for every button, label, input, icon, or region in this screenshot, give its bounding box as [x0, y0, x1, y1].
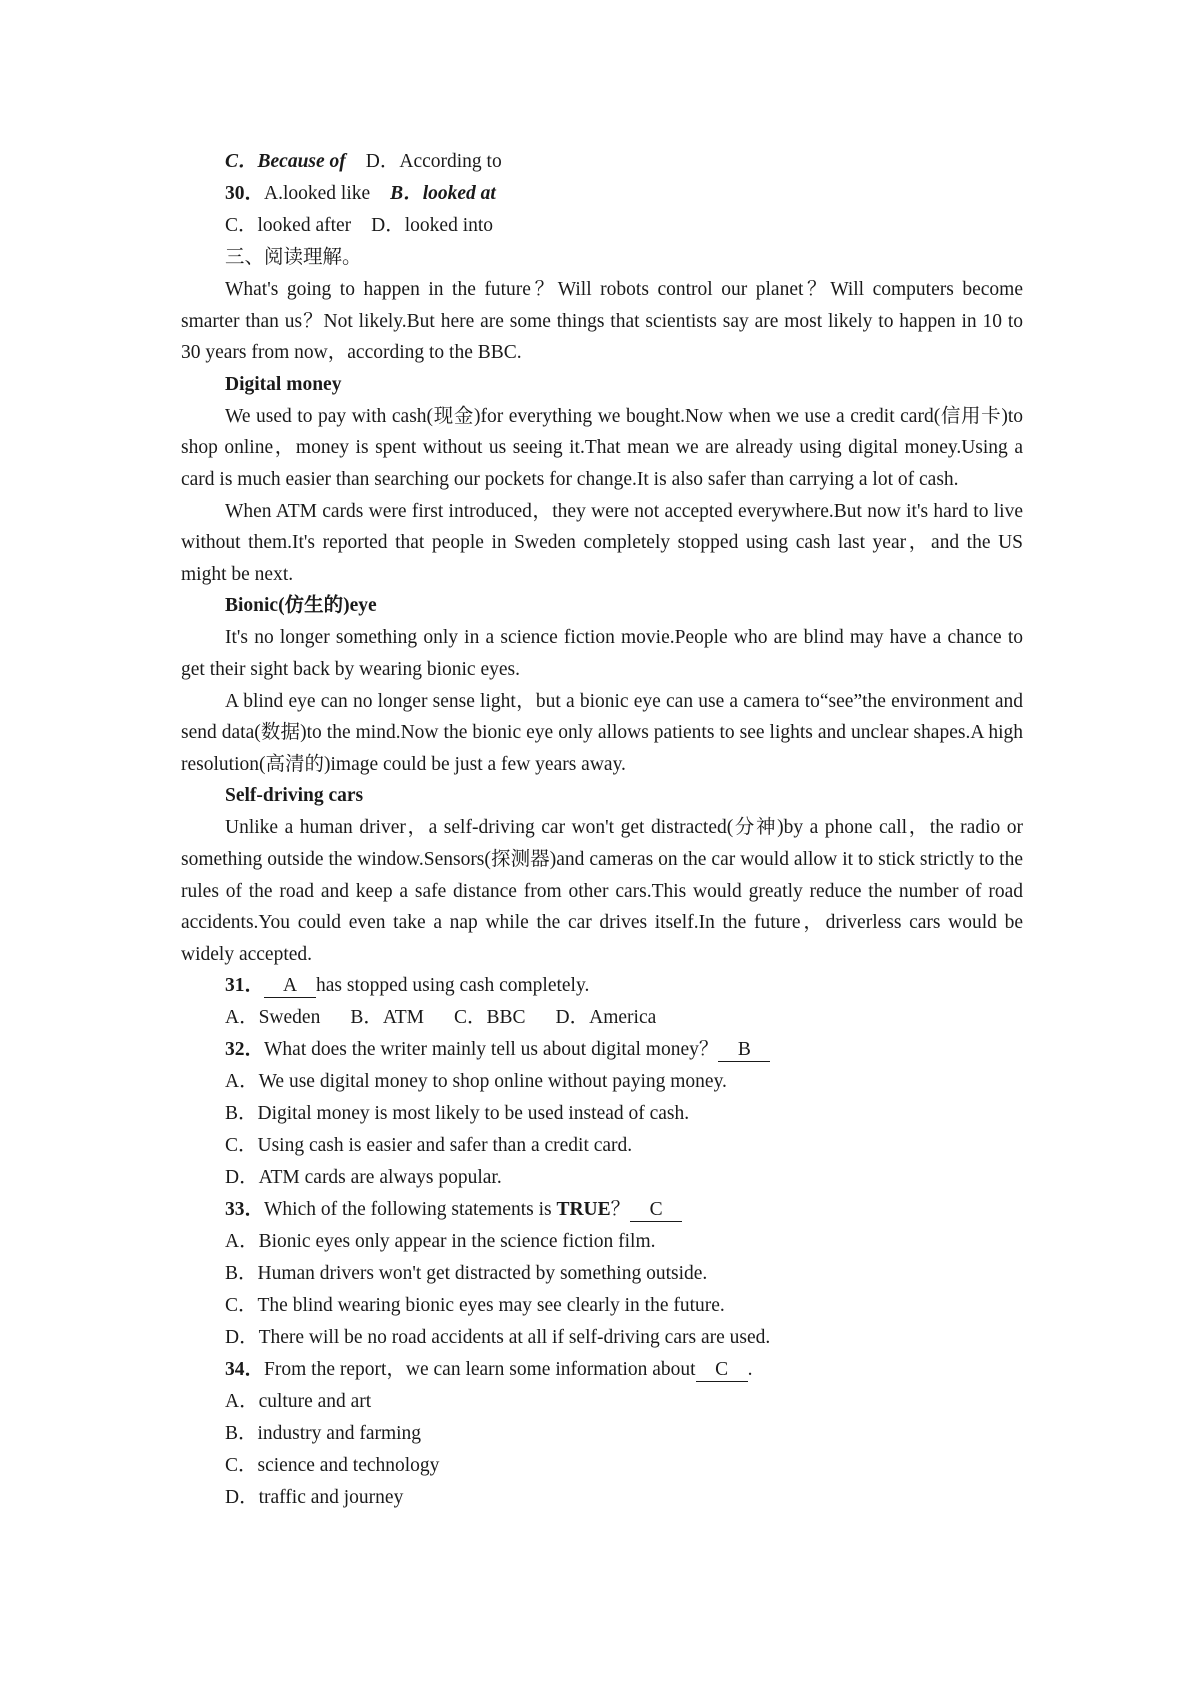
- q32-number: 32．: [225, 1039, 265, 1061]
- bionic-eye-paragraph-2: A blind eye can no longer sense light，but a bionic eye can use a camera to“see”the environment and send data(数据)to the mind.Now the bionic eye only allows patients to see lights and unclear shapes.A high resolution(高清的)image could be just a few years away.: [181, 690, 1023, 775]
- q30-options-cd: [181, 210, 1023, 242]
- q30-option-c: C．looked after: [225, 215, 352, 236]
- question-32: [181, 1034, 1023, 1066]
- section-title: 三、阅读理解。: [225, 247, 362, 268]
- q30-number: 30．: [225, 183, 265, 204]
- q31-option-d: D．America: [555, 1007, 657, 1029]
- q34-option-c: C．science and technology: [225, 1455, 440, 1477]
- q31-answer-blank: A: [264, 975, 316, 998]
- digital-money-paragraph-2: When ATM cards were first introduced，they were not accepted everywhere.But now it's hard to live without them.It's reported that people in Sweden completely stopped using cash last year，and the US might be next.: [181, 500, 1023, 585]
- q34-number: 34．: [225, 1359, 265, 1381]
- q29-option-d: D．According to: [365, 151, 502, 172]
- q33-stem-end: ？: [610, 1199, 631, 1221]
- q29-option-c-text: Because of: [257, 151, 346, 172]
- q33-option-b: B．Human drivers won't get distracted by something outside.: [225, 1263, 708, 1285]
- bionic-eye-paragraph-1: It's no longer something only in a science fiction movie.People who are blind may have a chance to get their sight back by wearing bionic eyes.: [181, 627, 1023, 680]
- q32-stem: What does the writer mainly tell us about digital money？: [264, 1039, 719, 1061]
- q34-option-b: B．industry and farming: [225, 1423, 422, 1445]
- heading-digital-money: Digital money: [225, 373, 342, 395]
- q33-number: 33．: [225, 1199, 265, 1221]
- q31-option-c: C．BBC: [454, 1007, 526, 1029]
- q32-option-c: C．Using cash is easier and safer than a credit card.: [225, 1135, 633, 1157]
- digital-money-paragraph-1: We used to pay with cash(现金)for everything we bought.Now when we use a credit card(信用卡)to shop online，money is spent without us seeing it.That mean we are already using digital money.Using a card is much easier than searching our pockets for change.It is also safer than carrying a lot of cash.: [181, 405, 1023, 490]
- q33-option-a: A．Bionic eyes only appear in the science fiction film.: [225, 1231, 656, 1253]
- q30-option-b-letter: B．: [390, 183, 423, 204]
- q30-option-a: A.looked like: [264, 183, 371, 204]
- q31-options: [181, 1002, 1023, 1034]
- q29-options-cd: [181, 146, 1023, 178]
- q32-answer-blank: B: [718, 1039, 770, 1062]
- q33-option-c: C．The blind wearing bionic eyes may see clearly in the future.: [225, 1295, 725, 1317]
- q32-option-b: B．Digital money is most likely to be used instead of cash.: [225, 1103, 690, 1125]
- heading-self-driving-cars: Self-driving cars: [225, 785, 364, 807]
- q31-stem: has stopped using cash completely.: [316, 975, 590, 997]
- heading-bionic-eye: Bionic(仿生的)eye: [225, 595, 377, 617]
- q33-option-d: D．There will be no road accidents at all if self-driving cars are used.: [225, 1327, 771, 1349]
- q34-answer-blank: C: [696, 1359, 748, 1382]
- q31-option-a: A．Sweden: [225, 1007, 321, 1029]
- q34-option-d: D．traffic and journey: [225, 1487, 404, 1509]
- question-31: [181, 970, 1023, 1002]
- q34-option-a: A．culture and art: [225, 1391, 372, 1413]
- q30-options-ab: [181, 178, 1023, 210]
- q33-stem-emphasis: TRUE: [556, 1199, 611, 1221]
- q30-option-b-text: looked at: [422, 183, 496, 204]
- q34-stem: From the report，we can learn some information about: [264, 1359, 696, 1381]
- question-33: [181, 1194, 1023, 1226]
- question-34: [181, 1354, 1023, 1386]
- q29-option-c-letter: C．: [225, 151, 258, 172]
- intro-paragraph: What's going to happen in the future？Will robots control our planet？Will computers become smarter than us？Not likely.But here are some things that scientists say are most likely to happen in 10 to 30 years from now，according to the BBC.: [181, 279, 1023, 364]
- q33-stem: Which of the following statements is: [264, 1199, 557, 1221]
- q31-option-b: B．ATM: [350, 1007, 425, 1029]
- q31-number: 31．: [225, 975, 265, 997]
- q33-answer-blank: C: [630, 1199, 682, 1222]
- self-driving-paragraph-1: Unlike a human driver，a self-driving car won't get distracted(分神)by a phone call，the radio or something outside the window.Sensors(探测器)and cameras on the car would allow it to stick strictly to the rules of the road and keep a safe distance from other cars.This would greatly reduce the number of road accidents.You could even take a nap while the car drives itself.In the future，driverless cars would be widely accepted.: [181, 817, 1023, 965]
- q30-option-d: D．looked into: [371, 215, 494, 236]
- q32-option-d: D．ATM cards are always popular.: [225, 1167, 502, 1189]
- q34-end: .: [747, 1359, 753, 1381]
- document-page: [181, 146, 1023, 1514]
- q32-option-a: A．We use digital money to shop online without paying money.: [225, 1071, 727, 1093]
